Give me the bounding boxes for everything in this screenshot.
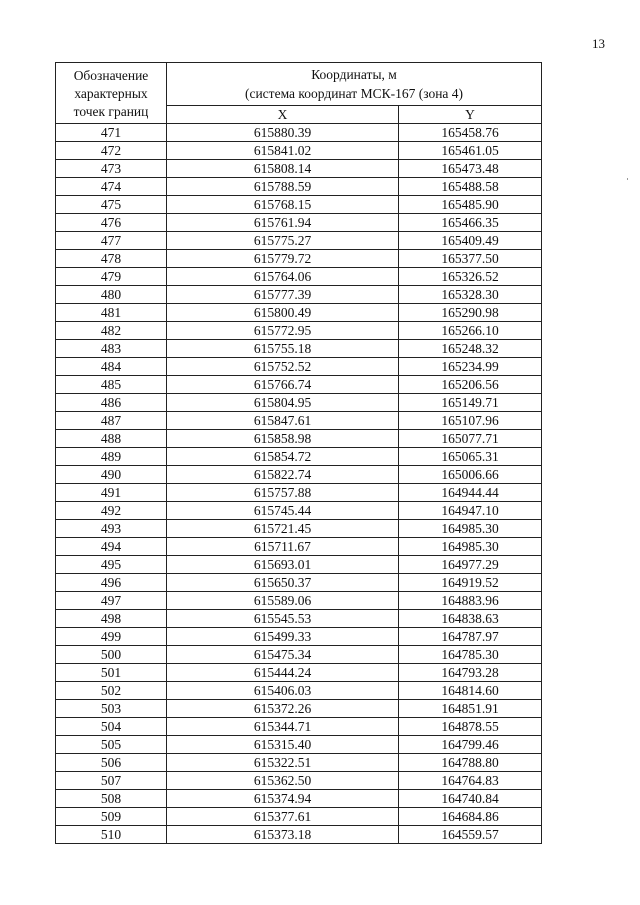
table-row [56, 574, 542, 592]
y-coordinate-cell: 165328.30 [399, 286, 542, 304]
x-coordinate-cell: 615589.06 [167, 592, 399, 610]
x-coordinate-cell: 615721.45 [167, 520, 399, 538]
y-coordinate-cell: 164684.86 [399, 808, 542, 826]
point-number-cell: 478 [56, 250, 167, 268]
table-row [56, 826, 542, 844]
x-coordinate-cell: 615777.39 [167, 286, 399, 304]
y-coordinate-cell: 164814.60 [399, 682, 542, 700]
point-number-cell: 485 [56, 376, 167, 394]
y-coordinate-cell: 165326.52 [399, 268, 542, 286]
table-row [56, 286, 542, 304]
y-coordinate-cell: 164787.97 [399, 628, 542, 646]
x-coordinate-cell: 615344.71 [167, 718, 399, 736]
table-row [56, 196, 542, 214]
point-number-cell: 505 [56, 736, 167, 754]
x-coordinate-cell: 615374.94 [167, 790, 399, 808]
point-number-cell: 494 [56, 538, 167, 556]
table-row [56, 466, 542, 484]
table-row [56, 268, 542, 286]
point-number-cell: 483 [56, 340, 167, 358]
point-number-cell: 471 [56, 124, 167, 142]
table-body [56, 124, 542, 844]
y-coordinate-cell: 164985.30 [399, 538, 542, 556]
table-row [56, 700, 542, 718]
x-coordinate-cell: 615362.50 [167, 772, 399, 790]
x-coordinate-cell: 615822.74 [167, 466, 399, 484]
point-number-cell: 477 [56, 232, 167, 250]
point-number-cell: 508 [56, 790, 167, 808]
y-coordinate-cell: 164793.28 [399, 664, 542, 682]
table-row [56, 178, 542, 196]
y-coordinate-cell: 164947.10 [399, 502, 542, 520]
table-row [56, 772, 542, 790]
y-coordinate-cell: 165065.31 [399, 448, 542, 466]
y-coordinate-cell: 165461.05 [399, 142, 542, 160]
y-coordinate-cell: 164838.63 [399, 610, 542, 628]
point-number-cell: 474 [56, 178, 167, 196]
table-row [56, 790, 542, 808]
point-number-cell: 489 [56, 448, 167, 466]
table-row [56, 718, 542, 736]
y-coordinate-cell: 165006.66 [399, 466, 542, 484]
y-coordinate-cell: 164919.52 [399, 574, 542, 592]
point-number-cell: 500 [56, 646, 167, 664]
point-number-cell: 509 [56, 808, 167, 826]
table-row [56, 736, 542, 754]
x-coordinate-cell: 615854.72 [167, 448, 399, 466]
x-coordinate-cell: 615545.53 [167, 610, 399, 628]
y-coordinate-cell: 165248.32 [399, 340, 542, 358]
coordinates-title: Координаты, м [311, 67, 397, 82]
y-coordinate-cell: 164785.30 [399, 646, 542, 664]
point-number-cell: 496 [56, 574, 167, 592]
y-coordinate-cell: 164878.55 [399, 718, 542, 736]
x-coordinate-cell: 615804.95 [167, 394, 399, 412]
coordinates-header [167, 63, 542, 106]
y-coordinate-cell: 165409.49 [399, 232, 542, 250]
x-coordinate-cell: 615800.49 [167, 304, 399, 322]
point-number-cell: 499 [56, 628, 167, 646]
table-row [56, 124, 542, 142]
x-coordinate-cell: 615372.26 [167, 700, 399, 718]
table-row [56, 160, 542, 178]
coordinate-system: (система координат МСК-167 (зона 4) [244, 86, 464, 101]
point-number-cell: 482 [56, 322, 167, 340]
point-header-line-2: характерных [74, 85, 148, 101]
table-row [56, 250, 542, 268]
x-coordinate-cell: 615693.01 [167, 556, 399, 574]
x-coordinate-cell: 615377.61 [167, 808, 399, 826]
x-coordinate-cell: 615847.61 [167, 412, 399, 430]
x-coordinate-cell: 615499.33 [167, 628, 399, 646]
y-coordinate-cell: 165107.96 [399, 412, 542, 430]
coordinates-table [55, 62, 542, 844]
y-coordinate-cell: 165473.48 [399, 160, 542, 178]
table-row [56, 394, 542, 412]
table-row [56, 232, 542, 250]
x-coordinate-cell: 615761.94 [167, 214, 399, 232]
table-row [56, 412, 542, 430]
x-coordinate-cell: 615475.34 [167, 646, 399, 664]
y-coordinate-cell: 164740.84 [399, 790, 542, 808]
y-coordinate-cell: 164944.44 [399, 484, 542, 502]
x-coordinate-cell: 615755.18 [167, 340, 399, 358]
table-header-row [56, 63, 542, 106]
y-coordinate-cell: 164764.83 [399, 772, 542, 790]
table-row [56, 538, 542, 556]
x-coordinate-cell: 615788.59 [167, 178, 399, 196]
point-number-cell: 473 [56, 160, 167, 178]
table-row [56, 322, 542, 340]
y-coordinate-cell: 165485.90 [399, 196, 542, 214]
y-column-header: Y [399, 106, 542, 124]
y-coordinate-cell: 165234.99 [399, 358, 542, 376]
x-coordinate-cell: 615752.52 [167, 358, 399, 376]
x-coordinate-cell: 615322.51 [167, 754, 399, 772]
x-coordinate-cell: 615757.88 [167, 484, 399, 502]
x-coordinate-cell: 615772.95 [167, 322, 399, 340]
table-row [56, 556, 542, 574]
y-coordinate-cell: 165458.76 [399, 124, 542, 142]
x-coordinate-cell: 615858.98 [167, 430, 399, 448]
table-row [56, 502, 542, 520]
y-coordinate-cell: 165466.35 [399, 214, 542, 232]
x-coordinate-cell: 615841.02 [167, 142, 399, 160]
point-number-cell: 488 [56, 430, 167, 448]
x-coordinate-cell: 615373.18 [167, 826, 399, 844]
x-coordinate-cell: 615745.44 [167, 502, 399, 520]
x-coordinate-cell: 615766.74 [167, 376, 399, 394]
x-coordinate-cell: 615406.03 [167, 682, 399, 700]
table-row [56, 808, 542, 826]
y-coordinate-cell: 164851.91 [399, 700, 542, 718]
table-row [56, 592, 542, 610]
x-coordinate-cell: 615650.37 [167, 574, 399, 592]
scan-mark [627, 178, 628, 180]
point-designation-header [56, 63, 167, 124]
y-coordinate-cell: 164985.30 [399, 520, 542, 538]
point-number-cell: 479 [56, 268, 167, 286]
table-row [56, 214, 542, 232]
table-row [56, 376, 542, 394]
point-number-cell: 497 [56, 592, 167, 610]
table-row [56, 304, 542, 322]
point-header-line-1: Обозначение [73, 67, 149, 83]
x-coordinate-cell: 615880.39 [167, 124, 399, 142]
y-coordinate-cell: 165266.10 [399, 322, 542, 340]
table-row [56, 520, 542, 538]
point-number-cell: 491 [56, 484, 167, 502]
x-coordinate-cell: 615764.06 [167, 268, 399, 286]
y-coordinate-cell: 165488.58 [399, 178, 542, 196]
point-number-cell: 486 [56, 394, 167, 412]
x-coordinate-cell: 615444.24 [167, 664, 399, 682]
point-header-line-3: точек границ [73, 103, 149, 119]
x-coordinate-cell: 615315.40 [167, 736, 399, 754]
x-coordinate-cell: 615768.15 [167, 196, 399, 214]
point-number-cell: 493 [56, 520, 167, 538]
y-coordinate-cell: 165206.56 [399, 376, 542, 394]
page-number: 13 [592, 36, 605, 51]
point-number-cell: 504 [56, 718, 167, 736]
y-coordinate-cell: 164559.57 [399, 826, 542, 844]
y-coordinate-cell: 164799.46 [399, 736, 542, 754]
table-row [56, 664, 542, 682]
point-number-cell: 506 [56, 754, 167, 772]
x-coordinate-cell: 615808.14 [167, 160, 399, 178]
y-coordinate-cell: 164883.96 [399, 592, 542, 610]
table-row [56, 448, 542, 466]
table-row [56, 682, 542, 700]
point-number-cell: 490 [56, 466, 167, 484]
table-row [56, 484, 542, 502]
table-row [56, 628, 542, 646]
x-column-header: X [167, 106, 399, 124]
table-row [56, 646, 542, 664]
y-coordinate-cell: 165149.71 [399, 394, 542, 412]
y-coordinate-cell: 164788.80 [399, 754, 542, 772]
point-number-cell: 480 [56, 286, 167, 304]
table-row [56, 610, 542, 628]
point-number-cell: 472 [56, 142, 167, 160]
table-row [56, 340, 542, 358]
point-number-cell: 484 [56, 358, 167, 376]
x-coordinate-cell: 615711.67 [167, 538, 399, 556]
point-number-cell: 481 [56, 304, 167, 322]
table-row [56, 430, 542, 448]
point-number-cell: 495 [56, 556, 167, 574]
y-coordinate-cell: 165077.71 [399, 430, 542, 448]
x-coordinate-cell: 615775.27 [167, 232, 399, 250]
point-number-cell: 507 [56, 772, 167, 790]
table-row [56, 754, 542, 772]
point-number-cell: 487 [56, 412, 167, 430]
y-coordinate-cell: 165290.98 [399, 304, 542, 322]
point-number-cell: 502 [56, 682, 167, 700]
x-coordinate-cell: 615779.72 [167, 250, 399, 268]
table-row [56, 358, 542, 376]
point-number-cell: 476 [56, 214, 167, 232]
point-number-cell: 503 [56, 700, 167, 718]
y-coordinate-cell: 165377.50 [399, 250, 542, 268]
point-number-cell: 498 [56, 610, 167, 628]
point-number-cell: 501 [56, 664, 167, 682]
y-coordinate-cell: 164977.29 [399, 556, 542, 574]
table-row [56, 142, 542, 160]
point-number-cell: 510 [56, 826, 167, 844]
point-number-cell: 492 [56, 502, 167, 520]
point-number-cell: 475 [56, 196, 167, 214]
